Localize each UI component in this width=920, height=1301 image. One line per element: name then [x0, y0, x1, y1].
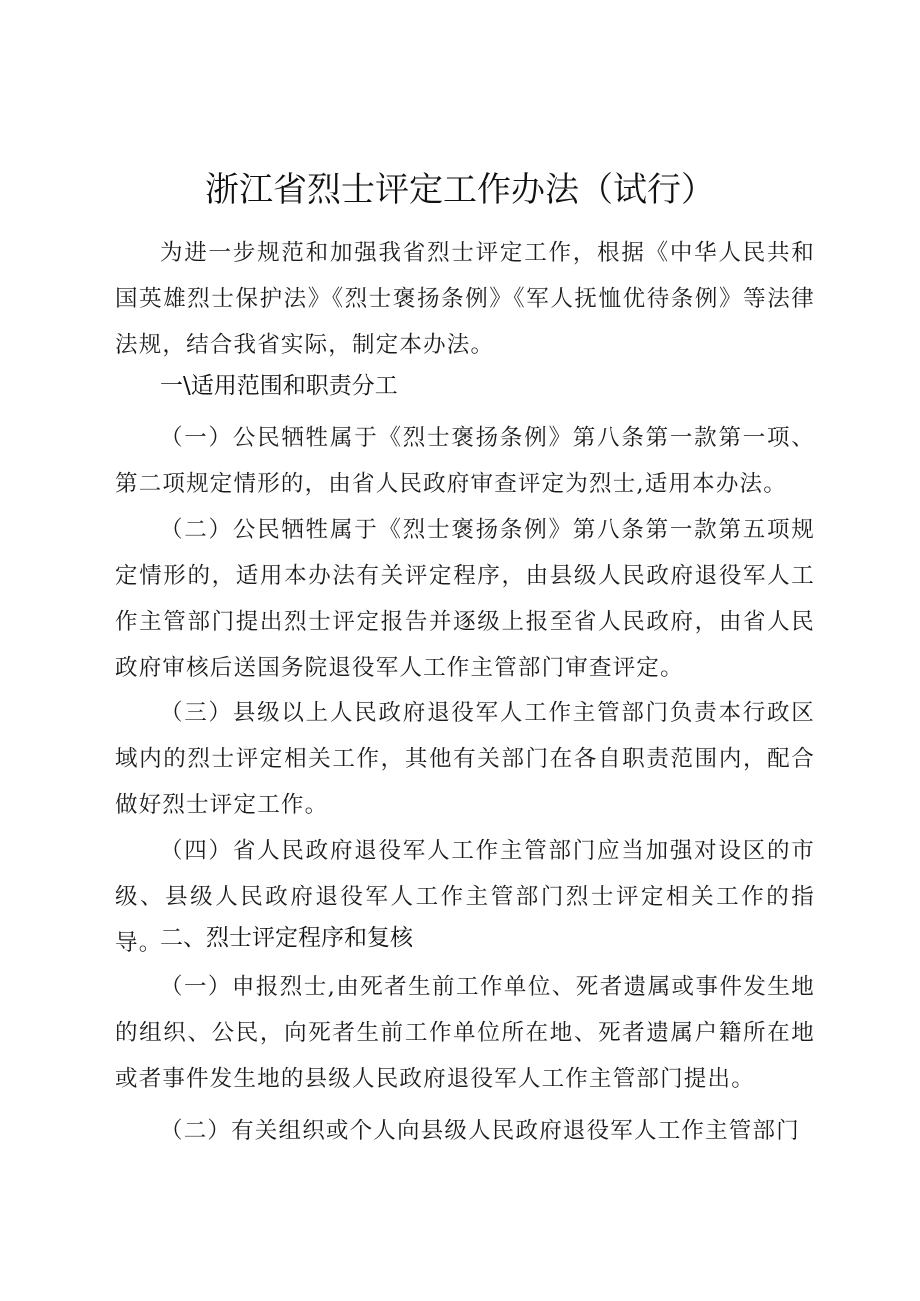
section-2-item-2	[115, 1108, 815, 1154]
paragraph: （二）公民牺牲属于《烈士褒扬条例》第八条第一款第五项规定情形的，适用本办法有关评定程序，由县级人民政府退役军人工作主管部门提出烈士评定报告并逐级上报至省人民政府，由省人民政府审核后送国务院退役军人工作主管部门审查评定。	[115, 517, 815, 681]
paragraph: （一）申报烈士,由死者生前工作单位、死者遗属或事件发生地的组织、公民，向死者生前工作单位所在地、死者遗属户籍所在地或者事件发生地的县级人民政府退役军人工作主管部门提出。	[115, 974, 815, 1092]
document-title: 浙江省烈士评定工作办法（试行）	[205, 170, 715, 210]
section-1-item-2	[115, 507, 815, 691]
paragraph: （二）有关组织或个人向县级人民政府退役军人工作主管部门	[160, 1118, 800, 1144]
section-2-heading: 二、烈士评定程序和复核	[160, 925, 413, 951]
paragraph: （三）县级以上人民政府退役军人工作主管部门负责本行政区域内的烈士评定相关工作，其他有关部门在各自职责范围内，配合做好烈士评定工作。	[115, 700, 815, 818]
intro-paragraph: 为进一步规范和加强我省烈士评定工作，根据《中华人民共和国英雄烈士保护法》《烈士褒扬条例》《军人抚恤优待条例》等法律法规，结合我省实际，制定本办法。	[115, 240, 815, 358]
paragraph: （一）公民牺牲属于《烈士褒扬条例》第八条第一款第一项、第二项规定情形的，由省人民政府审查评定为烈士,适用本办法。	[115, 425, 815, 497]
section-1-item-1	[115, 415, 815, 507]
paragraph: （四）省人民政府退役军人工作主管部门应当加强对设区的市级、县级人民政府退役军人工作主管部门烈士评定相关工作的指导。	[115, 838, 815, 956]
section-2-item-1	[115, 964, 815, 1102]
section-1-heading: 一\适用范围和职责分工	[160, 373, 398, 399]
section-1-item-3	[115, 690, 815, 828]
intro-block	[115, 230, 815, 368]
